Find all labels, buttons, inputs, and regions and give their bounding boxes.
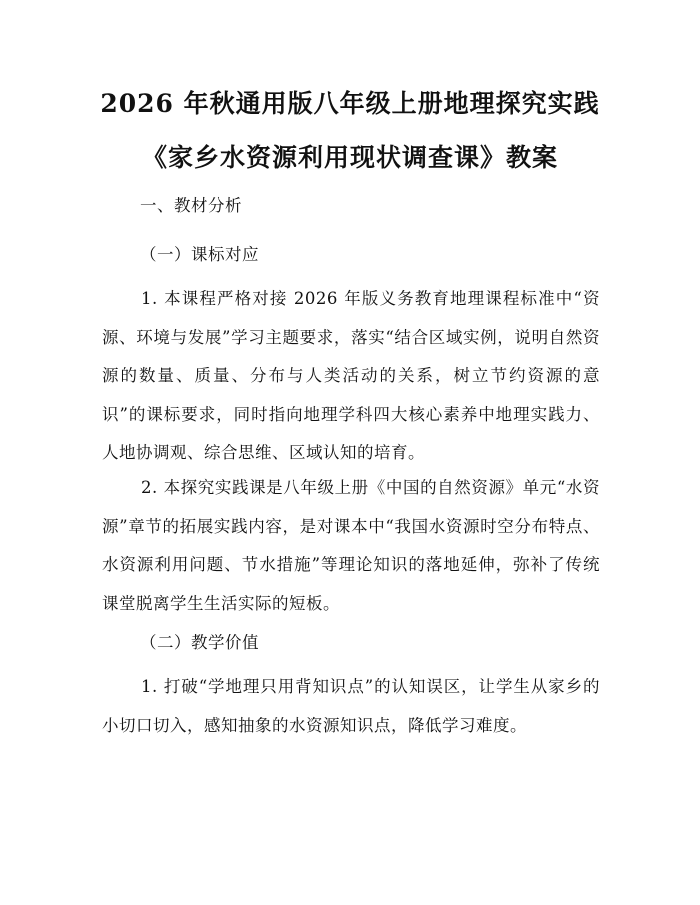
subsection-heading-curriculum-standards: （一）课标对应 xyxy=(140,245,259,264)
paragraph-teaching-value: 1. 打破“学地理只用背知识点”的认知误区，让学生从家乡的小切口切入，感知抽象的水资源知识点，降低学习难度。 xyxy=(102,677,600,735)
section-heading-textbook-analysis: 一、教材分析 xyxy=(140,196,242,215)
document-title-line-1: 2026 年秋通用版八年级上册地理探究实践 xyxy=(100,89,600,118)
subsection-heading-teaching-value: （二）教学价值 xyxy=(140,633,259,652)
paragraph-curriculum-alignment: 1. 本课程严格对接 2026 年版义务教育地理课程标准中“资源、环境与发展”学习主题要求，落实“结合区域实例，说明自然资源的数量、质量、分布与人类活动的关系，树立节约资源的意识”的课标要求，同时指向地理学科四大核心素养中地理实践力、人地协调观、综合思维、区域认知的培育。 xyxy=(102,289,600,462)
paragraph-unit-extension: 2. 本探究实践课是八年级上册《中国的自然资源》单元“水资源”章节的拓展实践内容，是对课本中“我国水资源时空分布特点、水资源利用问题、节水措施”等理论知识的落地延伸，弥补了传统课堂脱离学生生活实际的短板。 xyxy=(102,478,600,613)
document-title-line-2: 《家乡水资源利用现状调查课》教案 xyxy=(141,143,558,172)
